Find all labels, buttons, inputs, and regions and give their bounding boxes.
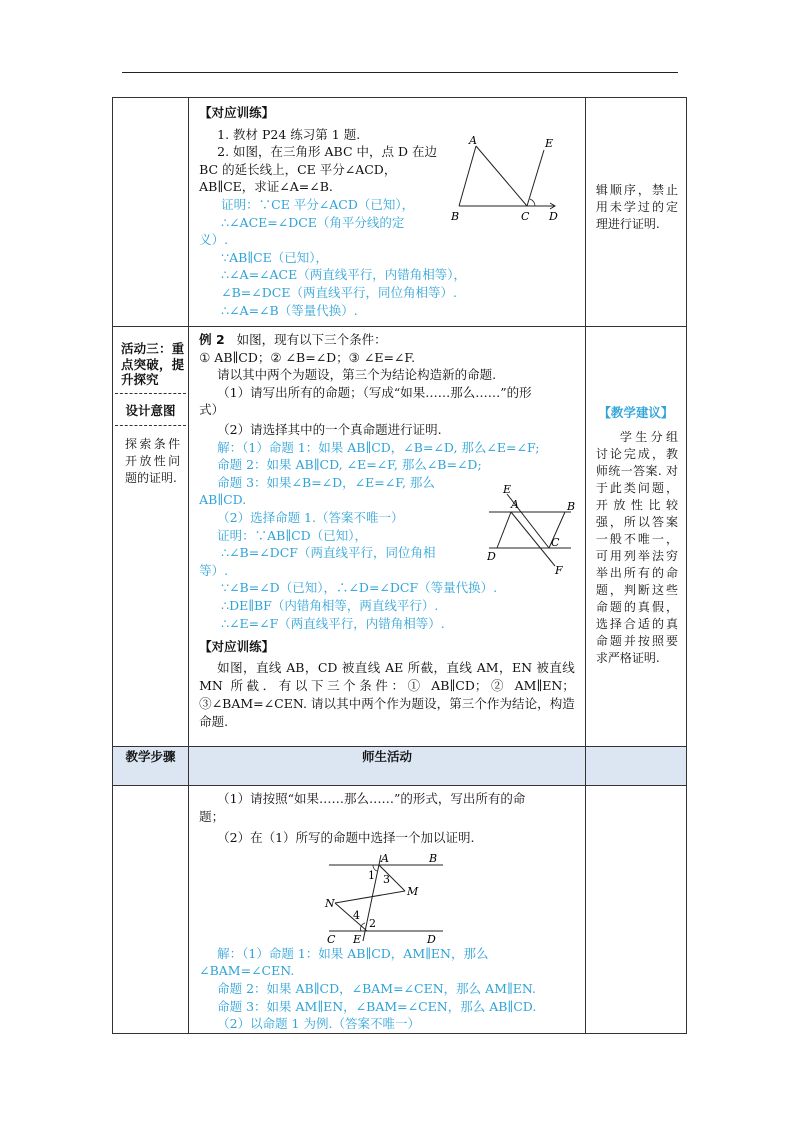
step-cell-empty — [113, 786, 189, 1034]
answer-line: 命题 3：如果 AM∥EN，∠BAM=∠CEN，那么 AB∥CD. — [217, 998, 537, 1014]
figure-label: D — [549, 210, 558, 223]
header-blank — [585, 747, 686, 786]
teaching-note: 辑顺序，禁止用未学过的定理进行证明. — [595, 183, 678, 231]
proof-line: ∠B=∠DCE（两直线平行，同位角相等）. — [221, 284, 457, 300]
question-1-b: 式） — [199, 402, 225, 418]
table-header-row — [113, 747, 687, 786]
suggestion-text: 学生分组讨论完成，教师统一答案. 对于此类问题，开放性比较强，所以答案一般不唯一，可用列举法穷举出所有的命题，判断这些命题的真假，选择合适的真命题并按照要求严格证明. — [595, 430, 678, 665]
example-intro: 如图，现有以下三个条件： — [236, 332, 387, 347]
proof-line: ∴∠ACE=∠DCE（角平分线的定 — [221, 214, 405, 230]
exercise-2-line-a: 2. 如图，在三角形 ABC 中，点 D 在边 — [217, 144, 437, 160]
figure-label: C — [327, 932, 336, 943]
header-rule — [122, 72, 678, 73]
answer-line: （2）以命题 1 为例.（答案不唯一） — [217, 1016, 420, 1032]
table-row — [113, 327, 687, 747]
question-1-a: （1）请按照“如果……那么……”的形式，写出所有的命 — [217, 791, 526, 806]
figure-label: B — [567, 500, 576, 513]
proof-line: ∵AB∥CE（已知）， — [221, 249, 329, 265]
proof-line: 证明：∵CE 平分∠ACD（已知）， — [221, 196, 415, 212]
figure-label: 1 — [368, 868, 376, 882]
answer-line: AB∥CD. — [199, 492, 247, 508]
exercise-1: 1. 教材 P24 练习第 1 题. — [217, 126, 361, 142]
figure-label: N — [325, 896, 335, 910]
exercise-2-line-c: AB∥CE，求证∠A=∠B. — [199, 179, 333, 195]
design-intent-text: 探索条件开放性问题的证明. — [125, 437, 181, 485]
step-cell — [113, 327, 189, 747]
proof-line: ∴∠A=∠ACE（两直线平行，内错角相等）， — [221, 267, 466, 283]
training-heading: 【对应训练】 — [199, 639, 275, 655]
answer-line: 解：（1）命题 1：如果 AB∥CD，AM∥EN，那么 — [217, 945, 489, 961]
answer-line: ∴DE∥BF（内错角相等，两直线平行）. — [221, 597, 439, 613]
figure-label: A — [469, 134, 478, 147]
answer-line: 命题 3：如果∠B=∠D，∠E=∠F, 那么 — [217, 474, 435, 490]
activity-cell-example-2 — [189, 327, 586, 747]
figure-label: A — [511, 498, 520, 511]
proof-line: ∴∠A=∠B（等量代换）. — [221, 302, 358, 318]
activity-cell-training-2 — [189, 786, 586, 1034]
figure-label: 2 — [369, 916, 377, 930]
training-text: 如图，直线 AB，CD 被直线 AE 所截，直线 AM，EN 被直线 MN 所截．有以下三个条件：① AB∥CD；② AM∥EN；③∠BAM=∠CEN. 请以其中两个作为题设，第三个作为结论，构造命题. — [199, 659, 575, 729]
answer-line: ∵∠B=∠D（已知），∴∠D=∠DCF（等量代换）. — [221, 580, 498, 596]
figure-label: D — [427, 932, 436, 943]
example-conditions: ① AB∥CD；② ∠B=∠D；③ ∠E=∠F. — [199, 349, 416, 365]
answer-line: 解：（1）命题 1：如果 AB∥CD，∠B=∠D, 那么∠E=∠F; — [217, 439, 540, 455]
figure-label: 4 — [353, 908, 361, 922]
example-task: 请以其中两个为题设，第三个为结论构造新的命题. — [217, 367, 497, 383]
figure-label: M — [407, 884, 419, 898]
answer-line: 证明：∵AB∥CD（已知）， — [217, 527, 367, 543]
figure-label: B — [429, 851, 438, 865]
answer-line: （2）选择命题 1.（答案不唯一） — [217, 509, 404, 525]
lesson-table — [112, 97, 687, 1034]
question-2: （2）在（1）所写的命题中选择一个加以证明. — [217, 830, 475, 846]
figure-label: A — [381, 851, 390, 865]
answer-line: 等）. — [199, 562, 229, 578]
suggestion-title: 【教学建议】 — [598, 405, 674, 420]
example-header — [199, 331, 579, 349]
figure-label: E — [353, 932, 362, 943]
question-1-b: 题； — [199, 808, 225, 824]
answer-line: 命题 2：如果 AB∥CD, ∠E=∠F, 那么∠B=∠D; — [217, 457, 482, 473]
figure-label: B — [451, 210, 460, 223]
figure-label: F — [555, 564, 563, 576]
answer-line: ∴∠B=∠DCF（两直线平行，同位角相 — [221, 545, 436, 561]
header-activities: 师生活动 — [189, 747, 586, 786]
design-intent-label: 设计意图 — [125, 403, 176, 418]
proof-line: 义）. — [199, 232, 229, 248]
table-row — [113, 98, 687, 327]
example-title: 例 2 — [199, 332, 225, 347]
note-cell — [585, 327, 686, 747]
figure-label: C — [521, 210, 530, 223]
figure-label: 3 — [383, 872, 391, 886]
triangle-figure — [451, 134, 581, 226]
question-2: （2）请选择其中的一个真命题进行证明. — [217, 421, 442, 437]
figure-label: E — [545, 137, 554, 150]
header-steps: 教学步骤 — [113, 747, 189, 786]
activity-label: 活动三：重点突破，提升探究 — [121, 341, 185, 387]
note-cell-empty — [585, 786, 686, 1034]
answer-line: 命题 2：如果 AB∥CD，∠BAM=∠CEN，那么 AM∥EN. — [217, 980, 536, 996]
note-cell — [585, 98, 686, 327]
table-row — [113, 786, 687, 1034]
answer-line: ∴∠E=∠F（两直线平行，内错角相等）. — [221, 615, 445, 631]
question-1-a: （1）请写出所有的命题；（写成“如果……那么……”的形 — [217, 384, 532, 400]
angles-figure — [323, 851, 453, 943]
activity-cell-training-1 — [189, 98, 586, 327]
step-cell-empty — [113, 98, 189, 327]
figure-label: E — [503, 484, 512, 496]
parallel-lines-figure — [487, 484, 583, 576]
figure-label: D — [487, 550, 496, 563]
figure-label: C — [551, 536, 560, 549]
answer-line: ∠BAM=∠CEN. — [199, 963, 295, 979]
exercise-2-line-b: BC 的延长线上，CE 平分∠ACD， — [199, 161, 397, 177]
training-heading: 【对应训练】 — [199, 105, 275, 120]
